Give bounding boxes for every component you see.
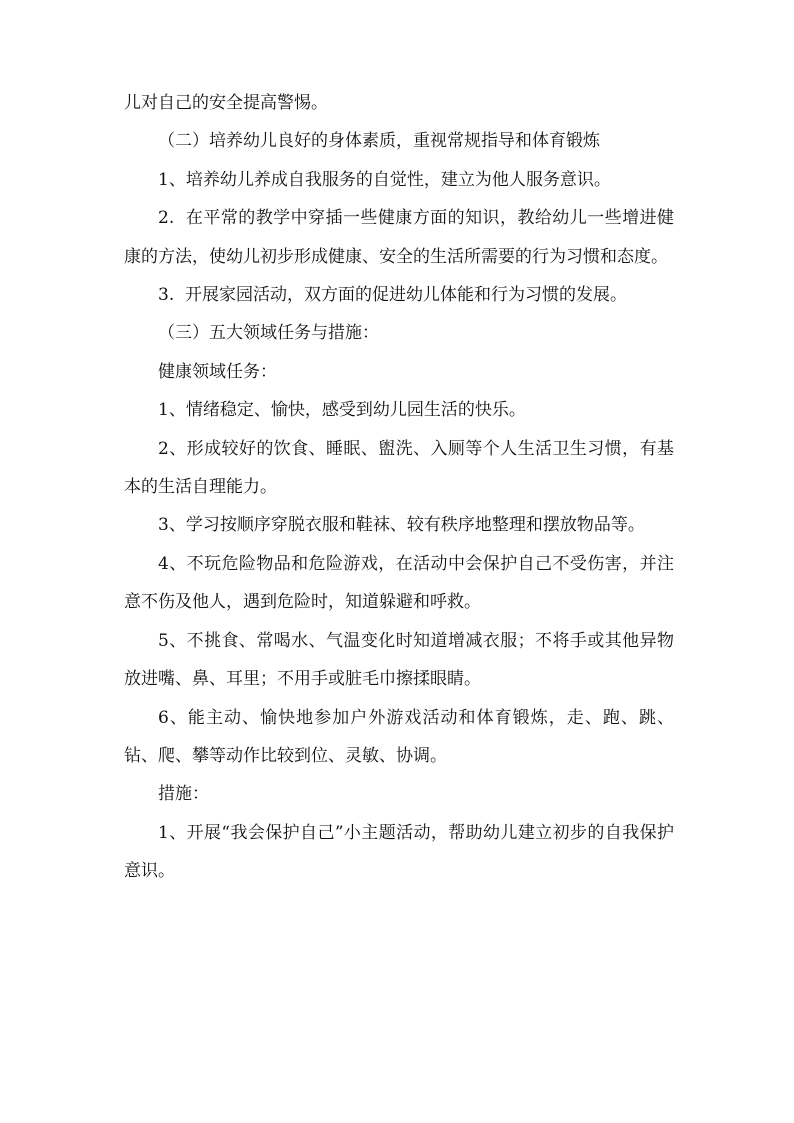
health-task-3: 3、学习按顺序穿脱衣服和鞋袜、较有秩序地整理和摆放物品等。	[158, 515, 645, 536]
paragraph-item-3: 3. 开展家园活动，双方面的促进幼儿体能和行为习惯的发展。	[158, 285, 628, 306]
health-task-4: 4、不玩危险物品和危险游戏，在活动中会保护自己不受伤害，并注意不伤及他人，遇到危险时，知道躲避和呼救。	[124, 553, 674, 613]
health-task-5: 5、不挑食、常喝水、气温变化时知道增减衣服；不将手或其他异物放进嘴、鼻、耳里；不用手或脏毛巾擦揉眼睛。	[124, 630, 674, 690]
health-task-6: 6、能主动、愉快地参加户外游戏活动和体育锻炼，走、跑、跳、钻、爬、攀等动作比较到位、灵敏、协调。	[124, 707, 674, 766]
health-task-2: 2、形成较好的饮食、睡眠、盥洗、入厕等个人生活卫生习惯，有基本的生活自理能力。	[124, 438, 674, 498]
subheading-measures: 措施：	[158, 784, 209, 805]
health-task-1: 1、情绪稳定、愉快，感受到幼儿园生活的快乐。	[158, 400, 526, 421]
measure-1: 1、开展“我会保护自己”小主题活动，帮助幼儿建立初步的自我保护意识。	[124, 822, 674, 882]
document-body	[124, 84, 674, 891]
section-heading-five-domains: （三）五大领域任务与措施：	[158, 323, 379, 344]
paragraph-item-2: 2. 在平常的教学中穿插一些健康方面的知识，教给幼儿一些增进健康的方法，使幼儿初步形成健康、安全的生活所需要的行为习惯和态度。	[124, 208, 674, 267]
section-heading-physical-quality: （二）培养幼儿良好的身体素质，重视常规指导和体育锻炼	[158, 131, 600, 152]
paragraph-continuation: 儿对自己的安全提高警惕。	[124, 93, 328, 113]
paragraph-item-1: 1、培养幼儿养成自我服务的自觉性，建立为他人服务意识。	[158, 169, 611, 190]
subheading-health-tasks: 健康领域任务：	[158, 361, 277, 382]
